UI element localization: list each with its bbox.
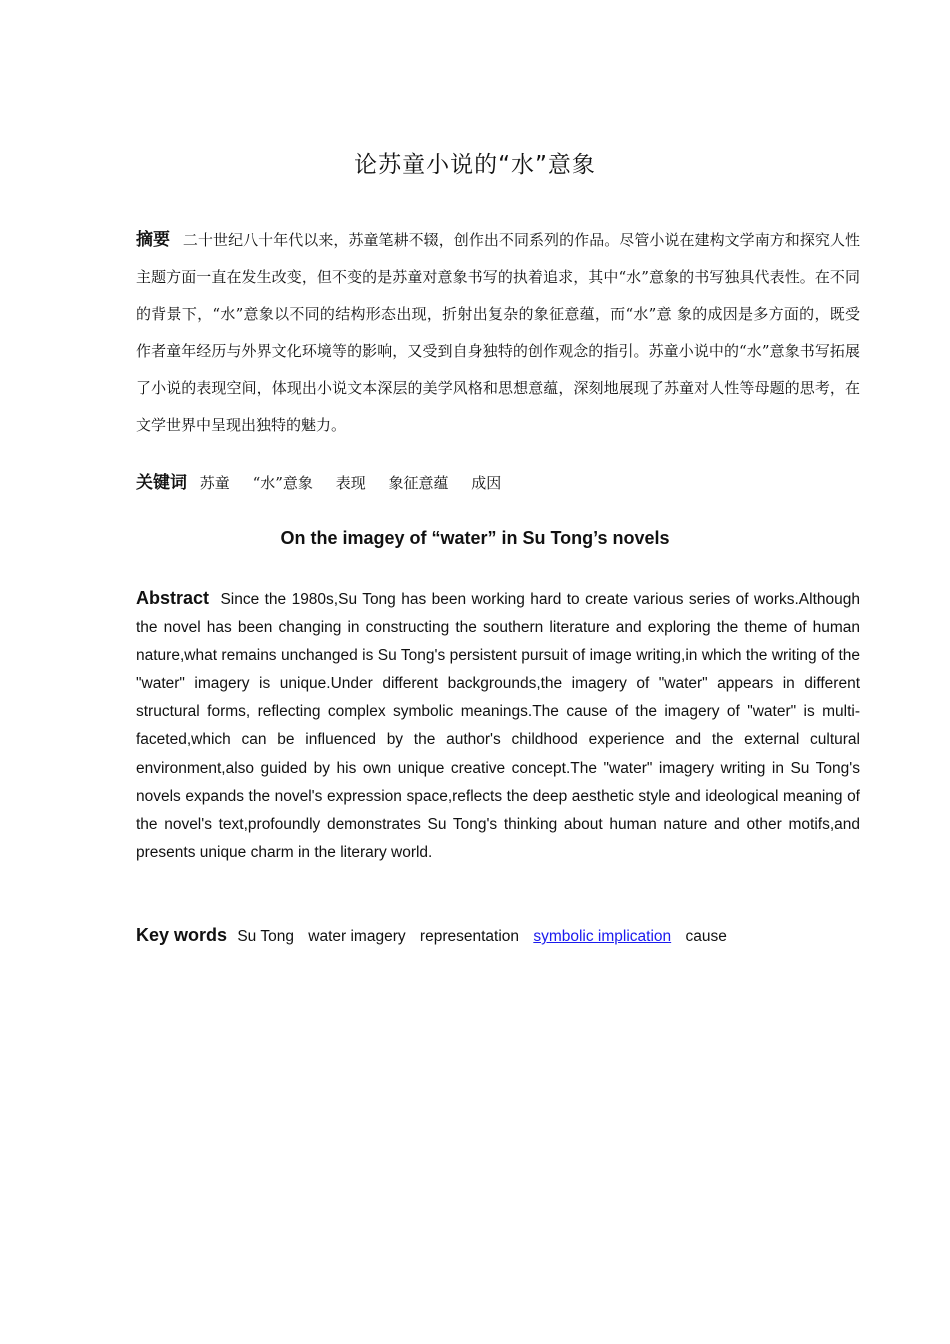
english-keyword-link[interactable]: symbolic implication — [533, 928, 672, 945]
english-keywords — [136, 921, 860, 951]
chinese-keyword: 成因 — [471, 474, 502, 492]
english-abstract-text: Since the 1980s,Su Tong has been working hard to create various series of works.Although the novel has been changing in constructing the southern literature and exploring the theme of human nature,what remains unchanged is Su Tong's persistent pursuit of image writing,in which the writing of the "water" imagery is unique.Under different backgrounds,the imagery of "water" appears in different structural forms, reflecting complex symbolic meanings.The cause of the imagery of "water" is multi-faceted,which can be influenced by the author's childhood experience and the external cultural environment,also guided by his own unique creative concept.The "water" imagery writing in Su Tong's novels expands the novel's expression space,reflects the deep aesthetic style and ideological meaning of the novel's text,profoundly demonstrates Su Tong's thinking about human nature and other motifs,and presents unique charm in the literary world. — [136, 591, 860, 861]
english-keyword: representation — [419, 928, 520, 945]
english-abstract-label: Abstract — [136, 588, 210, 608]
chinese-keyword: 表现 — [335, 474, 366, 492]
chinese-keyword: “水”意象 — [252, 474, 313, 492]
english-keywords-label: Key words — [136, 925, 228, 945]
chinese-keyword: 象征意蕴 — [388, 474, 449, 492]
chinese-keywords-label: 关键词 — [136, 473, 187, 493]
chinese-abstract-label: 摘要 — [136, 230, 171, 250]
chinese-abstract — [136, 222, 860, 444]
english-keyword: water imagery — [308, 928, 406, 945]
english-abstract — [136, 584, 860, 867]
chinese-abstract-text: 二十世纪八十年代以来，苏童笔耕不辍，创作出不同系列的作品。尽管小说在建构文学南方和探究人性主题方面一直在发生改变，但不变的是苏童对意象书写的执着追求，其中“水”意象的书写独具代表性。在不同的背景下，“水”意象以不同的结构形态出现，折射出复杂的象征意蕴，而“水”意 象的成因是多方面的，既受作者童年经历与外界文化环境等的影响，又受到自身独特的创作观念的指引。苏童小说中的“水”意象书写拓展了小说的表现空间，体现出小说文本深层的美学风格和思想意蕴，深刻地展现了苏童对人性等母题的思考，在文学世界中呈现出独特的魅力。 — [136, 231, 860, 434]
english-keyword: Su Tong — [237, 928, 294, 945]
chinese-keyword: 苏童 — [199, 474, 230, 492]
chinese-keywords — [136, 467, 860, 499]
english-title: On the imagey of “water” in Su Tong’s novels — [280, 528, 670, 548]
english-keyword: cause — [685, 928, 727, 945]
chinese-title: 论苏童小说的“水”意象 — [354, 152, 596, 178]
